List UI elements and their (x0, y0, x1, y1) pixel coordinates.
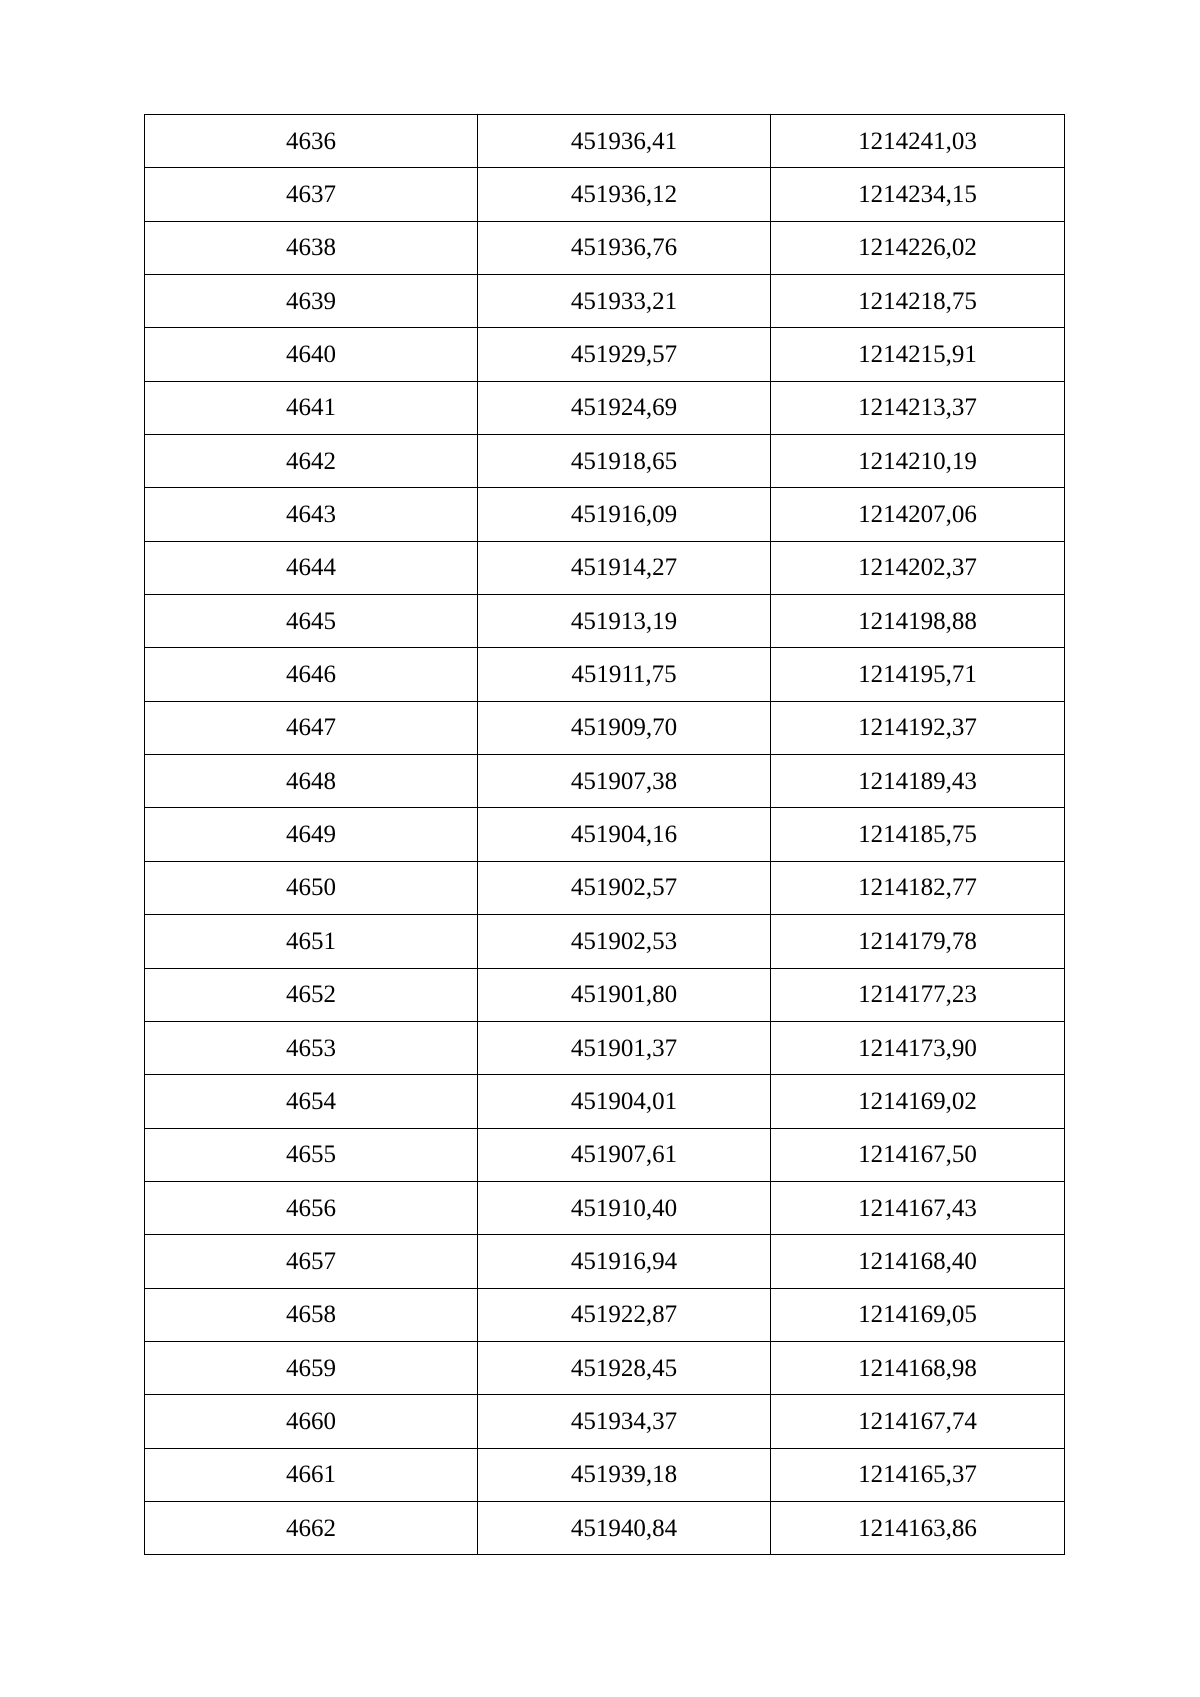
table-row (145, 115, 1065, 168)
x-coordinate-cell: 451924,69 (478, 381, 771, 434)
point-number-cell: 4659 (145, 1341, 478, 1394)
x-coordinate-cell: 451933,21 (478, 275, 771, 328)
x-coordinate-cell: 451907,61 (478, 1128, 771, 1181)
table-row (145, 1288, 1065, 1341)
coordinates-table (144, 114, 1065, 1555)
table-row (145, 1128, 1065, 1181)
point-number-cell: 4646 (145, 648, 478, 701)
point-number-cell: 4657 (145, 1235, 478, 1288)
point-number-cell: 4654 (145, 1075, 478, 1128)
point-number-cell: 4658 (145, 1288, 478, 1341)
table-row (145, 1021, 1065, 1074)
point-number-cell: 4637 (145, 168, 478, 221)
y-coordinate-cell: 1214207,06 (771, 488, 1065, 541)
table-row (145, 1181, 1065, 1234)
point-number-cell: 4652 (145, 968, 478, 1021)
table-row (145, 648, 1065, 701)
x-coordinate-cell: 451929,57 (478, 328, 771, 381)
y-coordinate-cell: 1214168,40 (771, 1235, 1065, 1288)
x-coordinate-cell: 451909,70 (478, 701, 771, 754)
x-coordinate-cell: 451936,41 (478, 115, 771, 168)
y-coordinate-cell: 1214213,37 (771, 381, 1065, 434)
y-coordinate-cell: 1214189,43 (771, 755, 1065, 808)
y-coordinate-cell: 1214195,71 (771, 648, 1065, 701)
x-coordinate-cell: 451904,01 (478, 1075, 771, 1128)
x-coordinate-cell: 451904,16 (478, 808, 771, 861)
point-number-cell: 4642 (145, 435, 478, 488)
table-row (145, 1075, 1065, 1128)
x-coordinate-cell: 451940,84 (478, 1501, 771, 1554)
point-number-cell: 4662 (145, 1501, 478, 1554)
x-coordinate-cell: 451928,45 (478, 1341, 771, 1394)
table-row (145, 381, 1065, 434)
point-number-cell: 4660 (145, 1395, 478, 1448)
table-row (145, 915, 1065, 968)
x-coordinate-cell: 451939,18 (478, 1448, 771, 1501)
point-number-cell: 4651 (145, 915, 478, 968)
y-coordinate-cell: 1214182,77 (771, 861, 1065, 914)
table-row (145, 488, 1065, 541)
y-coordinate-cell: 1214218,75 (771, 275, 1065, 328)
x-coordinate-cell: 451936,12 (478, 168, 771, 221)
y-coordinate-cell: 1214234,15 (771, 168, 1065, 221)
point-number-cell: 4644 (145, 541, 478, 594)
point-number-cell: 4647 (145, 701, 478, 754)
x-coordinate-cell: 451916,94 (478, 1235, 771, 1288)
table-row (145, 861, 1065, 914)
coordinates-table-body (145, 115, 1065, 1555)
point-number-cell: 4655 (145, 1128, 478, 1181)
y-coordinate-cell: 1214226,02 (771, 221, 1065, 274)
table-row (145, 168, 1065, 221)
table-row (145, 541, 1065, 594)
x-coordinate-cell: 451910,40 (478, 1181, 771, 1234)
y-coordinate-cell: 1214173,90 (771, 1021, 1065, 1074)
x-coordinate-cell: 451901,80 (478, 968, 771, 1021)
y-coordinate-cell: 1214165,37 (771, 1448, 1065, 1501)
point-number-cell: 4656 (145, 1181, 478, 1234)
point-number-cell: 4641 (145, 381, 478, 434)
table-row (145, 435, 1065, 488)
y-coordinate-cell: 1214168,98 (771, 1341, 1065, 1394)
table-row (145, 1235, 1065, 1288)
point-number-cell: 4645 (145, 595, 478, 648)
y-coordinate-cell: 1214179,78 (771, 915, 1065, 968)
x-coordinate-cell: 451922,87 (478, 1288, 771, 1341)
table-row (145, 1501, 1065, 1554)
x-coordinate-cell: 451902,53 (478, 915, 771, 968)
table-row (145, 808, 1065, 861)
y-coordinate-cell: 1214192,37 (771, 701, 1065, 754)
point-number-cell: 4650 (145, 861, 478, 914)
y-coordinate-cell: 1214177,23 (771, 968, 1065, 1021)
point-number-cell: 4643 (145, 488, 478, 541)
y-coordinate-cell: 1214185,75 (771, 808, 1065, 861)
table-row (145, 968, 1065, 1021)
point-number-cell: 4638 (145, 221, 478, 274)
y-coordinate-cell: 1214169,05 (771, 1288, 1065, 1341)
x-coordinate-cell: 451916,09 (478, 488, 771, 541)
y-coordinate-cell: 1214241,03 (771, 115, 1065, 168)
table-row (145, 1341, 1065, 1394)
y-coordinate-cell: 1214167,43 (771, 1181, 1065, 1234)
table-row (145, 1448, 1065, 1501)
point-number-cell: 4649 (145, 808, 478, 861)
x-coordinate-cell: 451913,19 (478, 595, 771, 648)
table-row (145, 1395, 1065, 1448)
table-row (145, 755, 1065, 808)
x-coordinate-cell: 451902,57 (478, 861, 771, 914)
x-coordinate-cell: 451918,65 (478, 435, 771, 488)
point-number-cell: 4661 (145, 1448, 478, 1501)
table-row (145, 701, 1065, 754)
point-number-cell: 4636 (145, 115, 478, 168)
y-coordinate-cell: 1214167,50 (771, 1128, 1065, 1181)
y-coordinate-cell: 1214163,86 (771, 1501, 1065, 1554)
point-number-cell: 4648 (145, 755, 478, 808)
y-coordinate-cell: 1214210,19 (771, 435, 1065, 488)
x-coordinate-cell: 451901,37 (478, 1021, 771, 1074)
x-coordinate-cell: 451936,76 (478, 221, 771, 274)
y-coordinate-cell: 1214215,91 (771, 328, 1065, 381)
x-coordinate-cell: 451911,75 (478, 648, 771, 701)
point-number-cell: 4653 (145, 1021, 478, 1074)
table-row (145, 221, 1065, 274)
x-coordinate-cell: 451907,38 (478, 755, 771, 808)
table-row (145, 275, 1065, 328)
table-row (145, 595, 1065, 648)
y-coordinate-cell: 1214202,37 (771, 541, 1065, 594)
x-coordinate-cell: 451914,27 (478, 541, 771, 594)
y-coordinate-cell: 1214198,88 (771, 595, 1065, 648)
x-coordinate-cell: 451934,37 (478, 1395, 771, 1448)
table-row (145, 328, 1065, 381)
y-coordinate-cell: 1214167,74 (771, 1395, 1065, 1448)
point-number-cell: 4640 (145, 328, 478, 381)
y-coordinate-cell: 1214169,02 (771, 1075, 1065, 1128)
point-number-cell: 4639 (145, 275, 478, 328)
